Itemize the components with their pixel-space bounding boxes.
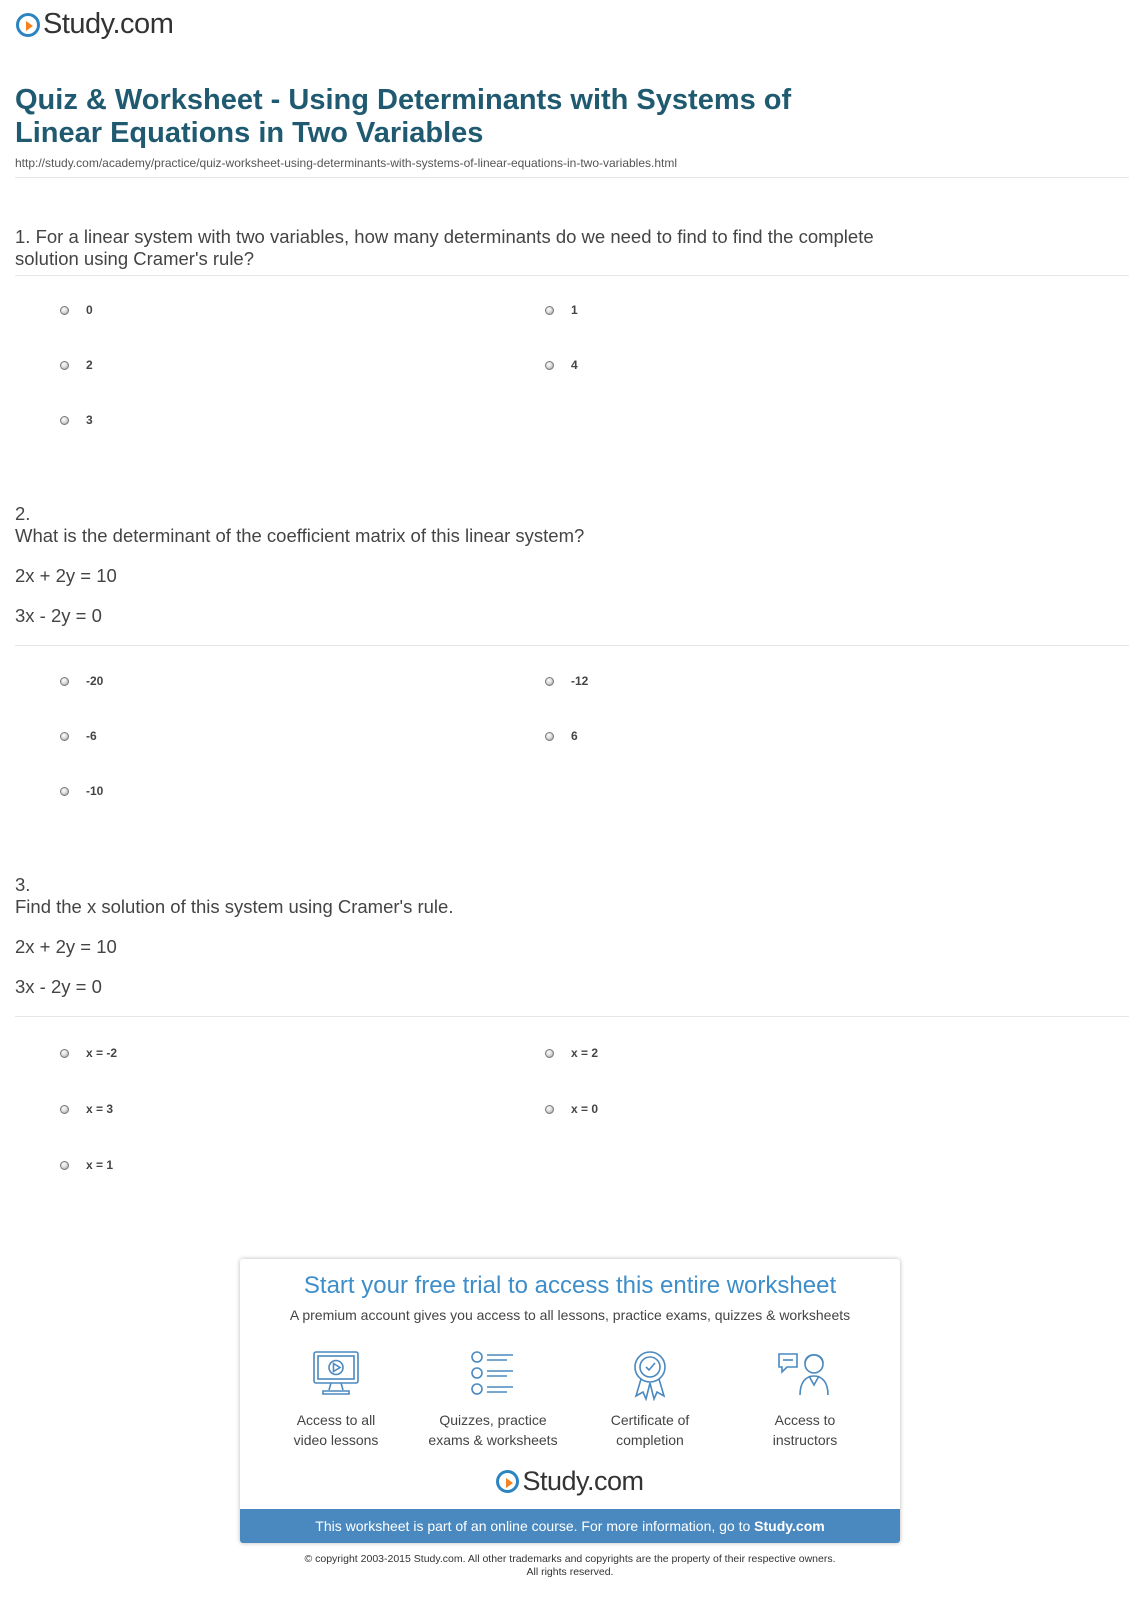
- option-label: x = 3: [86, 1102, 114, 1116]
- divider: [15, 645, 1129, 646]
- option-label: x = 0: [571, 1102, 599, 1116]
- question-3-text: Find the x solution of this system using Cramer's rule.: [15, 896, 454, 917]
- equation: 2x + 2y = 10: [15, 565, 117, 586]
- radio-button[interactable]: [545, 1105, 554, 1114]
- radio-button[interactable]: [545, 1049, 554, 1058]
- promo-footer-bar: [240, 1509, 900, 1543]
- feature-instructors: [730, 1349, 880, 1450]
- divider: [15, 1016, 1129, 1017]
- page-url: http://study.com/academy/practice/quiz-worksheet-using-determinants-with-systems-of-linear-equations-in-two-variables.html: [15, 156, 678, 170]
- copyright-line: © copyright 2003-2015 Study.com. All other trademarks and copyrights are the property of their respective owners.: [304, 1553, 836, 1565]
- radio-button[interactable]: [60, 306, 69, 315]
- copyright: [0, 1553, 1140, 1579]
- q2-option-e[interactable]: [60, 784, 103, 798]
- instructor-chat-icon: [776, 1349, 834, 1397]
- feature-quizzes: [418, 1349, 568, 1450]
- radio-button[interactable]: [545, 306, 554, 315]
- option-label: x = -2: [86, 1046, 118, 1060]
- feature-line: exams & worksheets: [428, 1432, 558, 1448]
- promo-study-logo[interactable]: [240, 1466, 900, 1497]
- divider: [15, 177, 1129, 178]
- radio-button[interactable]: [60, 677, 69, 686]
- radio-button[interactable]: [60, 732, 69, 741]
- option-label: 1: [571, 303, 578, 317]
- feature-line: Access to: [774, 1412, 836, 1428]
- feature-line: instructors: [772, 1432, 838, 1448]
- q3-option-a[interactable]: [60, 1046, 117, 1060]
- radio-button[interactable]: [60, 1105, 69, 1114]
- promo-footer-text: This worksheet is part of an online course. For more information, go to: [315, 1518, 755, 1534]
- q2-option-a[interactable]: [60, 674, 103, 688]
- question-3-number: 3.: [15, 874, 31, 895]
- promo-headline[interactable]: Start your free trial to access this entire worksheet: [303, 1272, 837, 1299]
- radio-button[interactable]: [60, 1161, 69, 1170]
- video-monitor-icon: [310, 1349, 362, 1397]
- q3-option-d[interactable]: [545, 1102, 598, 1116]
- option-label: -12: [571, 674, 589, 688]
- equation: 3x - 2y = 0: [15, 976, 102, 997]
- question-1-text: [15, 226, 895, 270]
- option-label: x = 2: [571, 1046, 599, 1060]
- q2-option-b[interactable]: [545, 674, 588, 688]
- q1-option-a[interactable]: [60, 303, 93, 317]
- feature-certificate: [575, 1349, 725, 1450]
- radio-button[interactable]: [545, 732, 554, 741]
- logo-text: Study.com: [43, 8, 174, 40]
- q3-option-c[interactable]: [60, 1102, 113, 1116]
- option-label: -10: [86, 784, 104, 798]
- study-com-link[interactable]: Study.com: [754, 1518, 825, 1534]
- award-ribbon-icon: [624, 1349, 676, 1401]
- question-2-number: 2.: [15, 503, 31, 524]
- logo-text: Study.com: [522, 1466, 644, 1496]
- q2-option-c[interactable]: [60, 729, 97, 743]
- q3-option-b[interactable]: [545, 1046, 598, 1060]
- radio-button[interactable]: [60, 1049, 69, 1058]
- feature-line: Access to all: [296, 1412, 376, 1428]
- option-label: 0: [86, 303, 93, 317]
- option-label: 3: [86, 413, 93, 427]
- page-title: Quiz & Worksheet - Using Determinants with Systems of Linear Equations in Two Variables: [15, 84, 792, 149]
- feature-line: Quizzes, practice: [439, 1412, 547, 1428]
- play-circle-icon: [496, 1470, 519, 1493]
- copyright-line: All rights reserved.: [526, 1566, 614, 1578]
- study-logo[interactable]: [16, 8, 173, 41]
- question-number: 1.: [15, 226, 31, 247]
- q1-option-c[interactable]: [60, 358, 93, 372]
- option-label: 2: [86, 358, 93, 372]
- promo-subline: A premium account gives you access to all lessons, practice exams, quizzes & worksheets: [289, 1307, 851, 1323]
- radio-button[interactable]: [60, 361, 69, 370]
- feature-line: completion: [616, 1432, 684, 1448]
- feature-line: Certificate of: [610, 1412, 690, 1428]
- question-2-text: What is the determinant of the coefficient matrix of this linear system?: [15, 525, 585, 546]
- q2-option-d[interactable]: [545, 729, 578, 743]
- q1-option-d[interactable]: [545, 358, 578, 372]
- equation: 2x + 2y = 10: [15, 936, 117, 957]
- q3-option-e[interactable]: [60, 1158, 113, 1172]
- feature-video-lessons: [261, 1349, 411, 1450]
- free-trial-promo: [240, 1259, 900, 1543]
- equation: 3x - 2y = 0: [15, 605, 102, 626]
- question-prompt: For a linear system with two variables, how many determinants do we need to find to find the complete solution using Cramer's rule?: [15, 226, 874, 269]
- radio-button[interactable]: [545, 677, 554, 686]
- option-label: x = 1: [86, 1158, 114, 1172]
- divider: [15, 275, 1129, 276]
- radio-button[interactable]: [545, 361, 554, 370]
- option-label: 4: [571, 358, 578, 372]
- feature-line: video lessons: [293, 1432, 379, 1448]
- checklist-icon: [467, 1349, 519, 1397]
- play-circle-icon: [16, 13, 40, 37]
- radio-button[interactable]: [60, 416, 69, 425]
- option-label: -6: [86, 729, 97, 743]
- option-label: -20: [86, 674, 104, 688]
- q1-option-b[interactable]: [545, 303, 578, 317]
- option-label: 6: [571, 729, 578, 743]
- q1-option-e[interactable]: [60, 413, 93, 427]
- radio-button[interactable]: [60, 787, 69, 796]
